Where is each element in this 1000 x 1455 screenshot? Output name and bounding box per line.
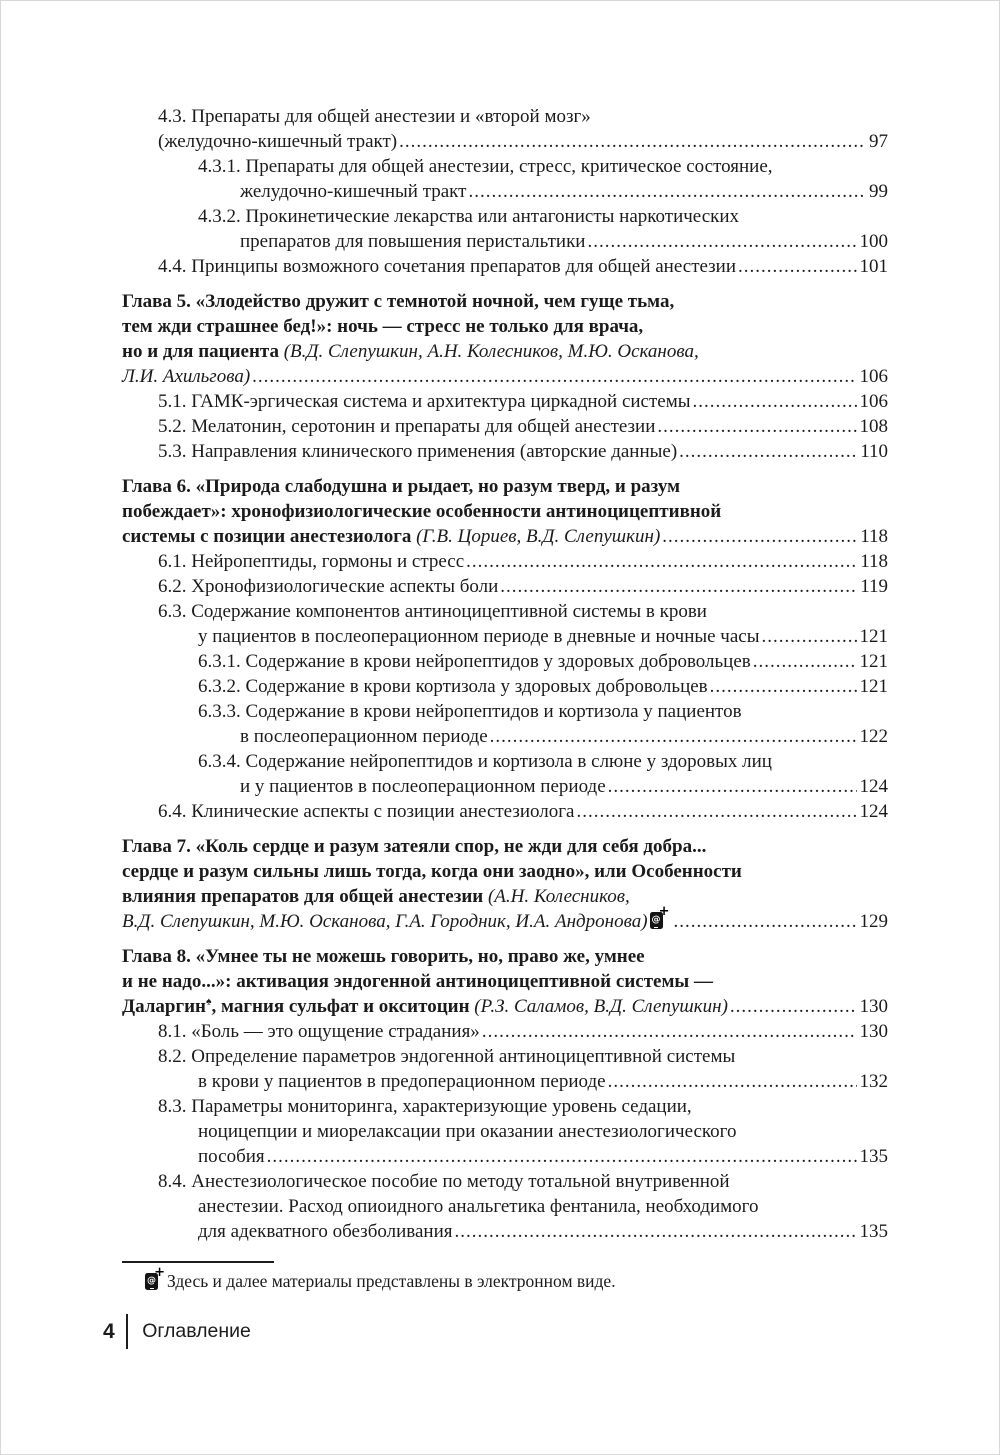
page-ref: 135 — [859, 1146, 888, 1167]
page-ref: 132 — [859, 1071, 888, 1092]
toc-line — [122, 1169, 888, 1194]
toc-entry-text: 8.4. Анестезиологическое пособие по методу тотальной внутривенной — [158, 1171, 730, 1192]
toc-entry-text: 5.3. Направления клинического применения (авторские данные) — [158, 441, 678, 462]
toc-entry-text: системы с позиции анестезиолога (Г.В. Цориев, В.Д. Слепушкин) — [122, 526, 661, 547]
toc-line — [122, 1144, 888, 1169]
page-ref: 110 — [860, 441, 888, 462]
phone-at-icon: @ + — [145, 1273, 158, 1290]
toc-entry-text: Глава 7. «Коль сердце и разум затеяли спор, не жди для себя добра... — [122, 836, 707, 857]
dot-leader — [679, 439, 857, 464]
toc-line — [122, 524, 888, 549]
chapter-heading-line — [122, 834, 888, 859]
page-ref: 118 — [860, 551, 888, 572]
page-ref: 119 — [860, 576, 888, 597]
dot-leader — [674, 909, 857, 934]
page-footer — [103, 1314, 251, 1349]
dot-leader — [662, 524, 857, 549]
toc-line — [122, 179, 888, 204]
dot-leader — [730, 994, 857, 1019]
toc-entry-text: (желудочно-кишечный тракт) — [158, 131, 398, 152]
toc-line — [122, 414, 888, 439]
toc-entry-text: 4.3. Препараты для общей анестезии и «второй мозг» — [158, 106, 591, 127]
dot-leader — [657, 414, 856, 439]
dot-leader — [399, 129, 866, 154]
chapter-heading-line — [122, 944, 888, 969]
footnote-text: Здесь и далее материалы представлены в электронном виде. — [167, 1271, 616, 1291]
toc-entry-text: препаратов для повышения перистальтики — [240, 231, 586, 252]
page-number: 4 — [103, 1319, 115, 1343]
toc-entry-text: влияния препаратов для общей анестезии (А.Н. Колесников, — [122, 886, 630, 907]
page-ref: 121 — [859, 651, 888, 672]
footnote-line — [122, 1265, 888, 1293]
page-ref: 101 — [859, 256, 888, 277]
toc-entry-text: 5.2. Мелатонин, серотонин и препараты для общей анестезии — [158, 416, 656, 437]
dot-leader — [762, 624, 857, 649]
toc-line — [122, 1094, 888, 1119]
toc-entry-text: пособия — [198, 1146, 265, 1167]
dot-leader — [466, 549, 857, 574]
toc-entry-text: ноцицепции и миорелаксации при оказании анестезиологического — [198, 1121, 737, 1142]
toc-entry-text: Даларгин♠, магния сульфат и окситоцин (Р.З. Саламов, В.Д. Слепушкин) — [122, 996, 728, 1017]
toc-entry-text: 6.2. Хронофизиологические аспекты боли — [158, 576, 499, 597]
toc-line — [122, 749, 888, 774]
toc-entry-text: для адекватного обезболивания — [198, 1221, 453, 1242]
toc-list — [122, 104, 888, 1244]
toc-line — [122, 229, 888, 254]
toc-line — [122, 904, 888, 934]
toc-line — [122, 699, 888, 724]
dot-leader — [267, 1144, 857, 1169]
toc-line — [122, 1194, 888, 1219]
toc-entry-text: 6.3.4. Содержание нейропептидов и кортизола в слюне у здоровых лиц — [198, 751, 772, 772]
page-ref: 108 — [859, 416, 888, 437]
toc-line — [122, 969, 888, 994]
page-ref: 135 — [859, 1221, 888, 1242]
toc-entry-text: 4.3.1. Препараты для общей анестезии, стресс, критическое состояние, — [198, 156, 773, 177]
page-ref: 106 — [859, 366, 888, 387]
toc-entry-text: 5.1. ГАМК-эргическая система и архитектура циркадной системы — [158, 391, 691, 412]
toc-entry-text: 6.3.2. Содержание в крови кортизола у здоровых добровольцев — [198, 676, 708, 697]
dot-leader — [576, 799, 856, 824]
page-ref: 130 — [859, 996, 888, 1017]
dot-leader — [753, 649, 857, 674]
toc-line — [122, 1219, 888, 1244]
dot-leader — [608, 774, 857, 799]
toc-entry-text: 6.3. Содержание компонентов антиноцицептивной системы в крови — [158, 601, 707, 622]
page-ref: 121 — [859, 626, 888, 647]
toc-entry-text: сердце и разум сильны лишь тогда, когда они заодно», или Особенности — [122, 861, 742, 882]
toc-line — [122, 774, 888, 799]
toc-entry-text: у пациентов в послеоперационном периоде в дневные и ночные часы — [198, 626, 760, 647]
toc-line — [122, 1019, 888, 1044]
chapter-heading-line — [122, 474, 888, 499]
toc-entry-text: тем жди страшнее бед!»: ночь — стресс не только для врача, — [122, 316, 644, 337]
toc-entry-text: в послеоперационном периоде — [240, 726, 488, 747]
page-ref: 122 — [859, 726, 888, 747]
page-ref: 99 — [869, 181, 888, 202]
toc-line — [122, 364, 888, 389]
toc-entry-text: В.Д. Слепушкин, М.Ю. Осканова, Г.А. Городник, И.А. Андронова) @ + — [122, 904, 670, 932]
toc-entry-text: 6.4. Клинические аспекты с позиции анестезиолога — [158, 801, 575, 822]
dot-leader — [693, 389, 857, 414]
page-ref: 130 — [859, 1021, 888, 1042]
toc-entry-text: 6.3.3. Содержание в крови нейропептидов и кортизола у пациентов — [198, 701, 742, 722]
toc-line — [122, 314, 888, 339]
toc-line — [122, 799, 888, 824]
footer-section-title: Оглавление — [142, 1320, 251, 1342]
toc-line — [122, 254, 888, 279]
dot-leader — [587, 229, 856, 254]
toc-entry-text: Глава 8. «Умнее ты не можешь говорить, но, право же, умнее — [122, 946, 645, 967]
toc-line — [122, 599, 888, 624]
toc-line — [122, 439, 888, 464]
toc-line — [122, 549, 888, 574]
toc-line — [122, 674, 888, 699]
toc-line — [122, 1119, 888, 1144]
page-ref: 100 — [859, 231, 888, 252]
toc-line — [122, 574, 888, 599]
toc-entry-text: 4.4. Принципы возможного сочетания препаратов для общей анестезии — [158, 256, 736, 277]
dot-leader — [500, 574, 857, 599]
toc-line — [122, 129, 888, 154]
toc-line — [122, 884, 888, 909]
page-ref: 121 — [859, 676, 888, 697]
toc-entry-text: Глава 5. «Злодейство дружит с темнотой ночной, чем гуще тьма, — [122, 291, 675, 312]
toc-line — [122, 339, 888, 364]
page-ref: 118 — [860, 526, 888, 547]
footnote — [122, 1261, 888, 1293]
page-ref: 106 — [859, 391, 888, 412]
dot-leader — [482, 1019, 857, 1044]
toc-entry-text: Глава 6. «Природа слабодушна и рыдает, но разум тверд, и разум — [122, 476, 681, 497]
toc-entry-text: Л.И. Ахильгова) — [122, 366, 251, 387]
toc-entry-text: желудочно-кишечный тракт — [240, 181, 467, 202]
toc-line — [122, 154, 888, 179]
footnote-rule — [122, 1261, 274, 1263]
toc-line — [122, 499, 888, 524]
toc-line — [122, 1044, 888, 1069]
toc-line — [122, 724, 888, 749]
dot-leader — [710, 674, 857, 699]
toc-entry-text: в крови у пациентов в предоперационном периоде — [198, 1071, 606, 1092]
footer-divider — [126, 1314, 129, 1349]
toc-entry-text: побеждает»: хронофизиологические особенности антиноцицептивной — [122, 501, 722, 522]
toc-entry-text: и у пациентов в послеоперационном периоде — [240, 776, 606, 797]
toc-entry-text: 8.2. Определение параметров эндогенной антиноцицептивной системы — [158, 1046, 736, 1067]
dot-leader — [455, 1219, 857, 1244]
toc-line — [122, 649, 888, 674]
toc-entry-text: но и для пациента (В.Д. Слепушкин, А.Н. Колесников, М.Ю. Осканова, — [122, 341, 699, 362]
toc-entry-text: 6.1. Нейропептиды, гормоны и стресс — [158, 551, 465, 572]
toc-entry-text: 8.1. «Боль — это ощущение страдания» — [158, 1021, 480, 1042]
toc-line — [122, 859, 888, 884]
table-of-contents — [122, 104, 888, 1293]
toc-entry-text: 8.3. Параметры мониторинга, характеризующие уровень седации, — [158, 1096, 692, 1117]
toc-line — [122, 994, 888, 1019]
dot-leader — [490, 724, 857, 749]
page-ref: 129 — [859, 911, 888, 932]
page-ref: 97 — [869, 131, 888, 152]
toc-line — [122, 104, 888, 129]
chapter-heading-line — [122, 289, 888, 314]
phone-at-icon: @ + — [650, 912, 663, 929]
dot-leader — [468, 179, 866, 204]
toc-entry-text: 4.3.2. Прокинетические лекарства или антагонисты наркотических — [198, 206, 740, 227]
toc-entry-text: анестезии. Расход опиоидного анальгетика фентанила, необходимого — [198, 1196, 759, 1217]
toc-line — [122, 389, 888, 414]
toc-line — [122, 1069, 888, 1094]
dot-leader — [608, 1069, 857, 1094]
toc-entry-text: и не надо...»: активация эндогенной антиноцицептивной системы — — [122, 971, 713, 992]
dot-leader — [252, 364, 856, 389]
toc-line — [122, 204, 888, 229]
toc-line — [122, 624, 888, 649]
toc-entry-text: 6.3.1. Содержание в крови нейропептидов у здоровых добровольцев — [198, 651, 751, 672]
page-ref: 124 — [859, 776, 888, 797]
page-ref: 124 — [859, 801, 888, 822]
dot-leader — [738, 254, 857, 279]
